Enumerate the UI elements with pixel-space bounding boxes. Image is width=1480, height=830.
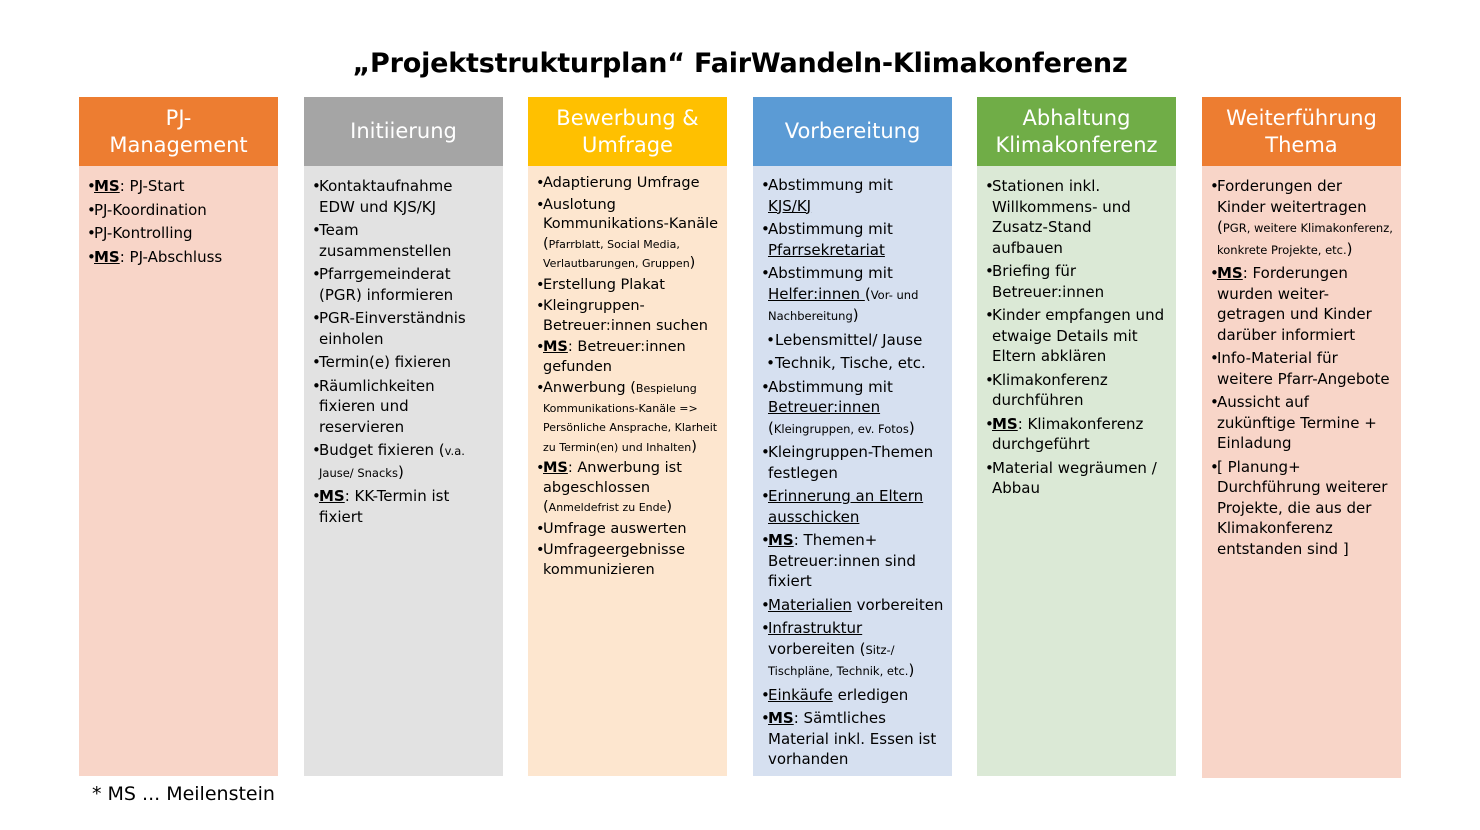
list-item-text [319, 486, 499, 527]
list-item [312, 176, 499, 217]
bullet-icon: • [985, 262, 994, 280]
list-item [985, 176, 1172, 258]
list-item-text [992, 176, 1172, 258]
list-item [761, 618, 948, 682]
bullet-icon: • [536, 380, 545, 396]
list-item [536, 541, 723, 580]
list-item-text [1217, 263, 1397, 345]
text-run: Kontaktaufnahme EDW und KJS/KJ [319, 177, 453, 216]
list-item-text [319, 220, 499, 261]
bullet-icon: • [1210, 349, 1219, 367]
list-item-text [319, 352, 499, 373]
column-header: Abhaltung Klimakonferenz [977, 97, 1176, 166]
list-item-text [543, 459, 723, 518]
text-run: : KK-Termin ist fixiert [319, 487, 450, 526]
list-item [536, 338, 723, 377]
milestone-marker: MS [992, 414, 1018, 433]
text-run: Klimakonferenz durchführen [992, 370, 1108, 409]
list-item [536, 520, 723, 540]
list-item [1210, 263, 1397, 345]
bullet-icon: • [87, 247, 96, 266]
list-item-text [768, 685, 948, 706]
text-run: Einkäufe [768, 685, 833, 704]
text-run: Umfrage auswerten [543, 520, 687, 537]
list-item-text [992, 414, 1172, 455]
bullet-icon: • [761, 595, 770, 614]
list-item [1210, 457, 1397, 560]
list-item [312, 440, 499, 483]
column-body [528, 166, 727, 776]
text-run: Forderungen der Kinder weitertragen ( [1217, 177, 1367, 236]
list-item-text [543, 379, 723, 457]
list-item-text [768, 618, 948, 682]
text-run: Kleingruppen, ev. Fotos [773, 421, 909, 436]
text-run: Adaptierung Umfrage [543, 175, 700, 191]
text-run: PJ-Kontrolling [94, 224, 193, 242]
text-run: Team zusammenstellen [319, 221, 452, 260]
milestone-marker: MS [543, 460, 568, 476]
text-run: Helfer:innen [768, 284, 865, 303]
list-item-text [543, 541, 723, 580]
text-run: : Sämtliches Material inkl. Essen ist vorhanden [768, 709, 937, 768]
list-item [536, 297, 723, 336]
text-run: ) [691, 438, 697, 455]
list-item-text [319, 264, 499, 305]
milestone-marker: MS [319, 487, 345, 505]
list-item [761, 219, 948, 260]
list-item-text [768, 530, 948, 592]
list-item-text [775, 353, 948, 374]
text-run: ) [1346, 239, 1353, 258]
list-item [985, 458, 1172, 499]
milestone-marker: MS [768, 709, 794, 727]
list-item [761, 685, 948, 706]
column-body [753, 166, 952, 776]
list-item [536, 459, 723, 518]
list-item-text [992, 370, 1172, 411]
list-item [1210, 176, 1397, 260]
bullet-icon: • [536, 460, 545, 476]
bullet-icon: • [766, 330, 775, 349]
text-run: Infrastruktur [768, 619, 863, 637]
milestone-marker: MS [1217, 264, 1243, 282]
text-run: Anmeldefrist zu Ende [548, 501, 667, 514]
bullet-icon: • [312, 487, 321, 505]
column-bewerbung-umfrage [528, 97, 727, 776]
bullet-icon: • [536, 276, 545, 293]
bullet-icon: • [536, 339, 545, 355]
list-item-text [992, 458, 1172, 499]
bullet-icon: • [985, 458, 994, 477]
text-run: Technik, Tische, etc. [775, 354, 926, 372]
bullet-icon: • [766, 354, 775, 372]
list-item [985, 414, 1172, 455]
milestone-marker: MS [94, 247, 120, 266]
text-run: Anwerbung ( [543, 380, 636, 396]
list-item-text [1217, 176, 1397, 260]
bullet-icon: • [761, 264, 770, 282]
list-item-text [543, 196, 723, 274]
bullet-icon: • [87, 224, 96, 242]
bullet-icon: • [312, 221, 321, 239]
list-item [312, 220, 499, 261]
column-weiterfuehrung-thema [1202, 97, 1401, 778]
text-run: ) [852, 306, 859, 324]
text-run: Betreuer:innen [768, 398, 881, 416]
text-run: Aussicht auf zukünftige Termine + Einladung [1217, 393, 1377, 452]
text-run: Abstimmung mit [768, 176, 893, 194]
column-abhaltung-klimakonferenz [977, 97, 1176, 776]
bullet-icon: • [1210, 393, 1219, 411]
text-run: Räumlichkeiten fixieren und reservieren [319, 376, 435, 436]
list-item [312, 376, 499, 438]
bullet-icon: • [985, 414, 994, 433]
bullet-icon: • [761, 220, 770, 238]
bullet-icon: • [985, 370, 994, 389]
list-item-text [768, 219, 948, 260]
text-run: Auslotung Kommunikations-Kanäle ( [543, 196, 719, 252]
list-item [985, 370, 1172, 411]
bullet-icon: • [312, 376, 321, 395]
list-item-text [319, 176, 499, 217]
text-run: Pfarrgemeinderat (PGR) informieren [319, 265, 454, 304]
list-item [761, 377, 948, 440]
list-item-text [94, 247, 274, 268]
list-item-text [768, 486, 948, 527]
text-run: Materialien [768, 595, 852, 614]
text-run: : Forderungen wurden weiter- getragen und Kinder darüber informiert [1217, 264, 1372, 344]
text-run: Abstimmung mit [768, 264, 893, 282]
text-run: Kleingruppen-Themen festlegen [768, 443, 934, 482]
list-item-text [543, 297, 723, 336]
list-item-text [543, 520, 723, 540]
text-run: Briefing für Betreuer:innen [992, 262, 1105, 301]
bullet-icon: • [1210, 264, 1219, 282]
bullet-icon: • [761, 619, 770, 637]
sub-list-item [761, 353, 948, 374]
text-run: Stationen inkl. Willkommens- und Zusatz-Stand aufbauen [992, 177, 1131, 257]
column-body [1202, 166, 1401, 778]
column-pj-management [79, 97, 278, 776]
list-item [985, 305, 1172, 367]
list-item-text [319, 376, 499, 438]
list-item [536, 174, 723, 194]
list-item [1210, 348, 1397, 389]
list-item-text [768, 175, 948, 216]
text-run: : Themen+ Betreuer:innen sind fixiert [768, 531, 916, 590]
list-item [87, 200, 274, 221]
text-run: ( [768, 418, 774, 437]
bullet-icon: • [1210, 457, 1219, 476]
column-header: PJ- Management [79, 97, 278, 166]
bullet-icon: • [312, 177, 321, 195]
text-run: ) [666, 499, 673, 515]
column-body [304, 166, 503, 776]
text-run: PGR, weitere Klimakonferenz, konkrete Projekte, etc. [1217, 221, 1393, 257]
text-run: : Klimakonferenz durchgeführt [992, 414, 1144, 453]
text-run: PGR-Einverständnis einholen [319, 309, 466, 348]
list-item [536, 276, 723, 296]
list-item [1210, 392, 1397, 454]
list-item-text [543, 276, 723, 296]
column-initiierung [304, 97, 503, 776]
text-run: Sitz-/ Tischpläne, Technik, etc. [768, 642, 909, 678]
text-run: PJ-Koordination [94, 200, 207, 219]
text-run: Info-Material für weitere Pfarr-Angebote [1217, 349, 1390, 388]
text-run: Pfarrsekretariat [768, 240, 885, 259]
sub-list-item [761, 330, 948, 351]
milestone-marker: MS [768, 531, 794, 549]
bullet-icon: • [761, 443, 770, 461]
list-item-text [775, 330, 948, 351]
bullet-icon: • [536, 175, 545, 191]
text-run: : Betreuer:innen gefunden [543, 339, 686, 375]
list-item [761, 708, 948, 770]
milestone-marker: MS [94, 177, 120, 195]
list-item [312, 308, 499, 349]
list-item [761, 175, 948, 216]
bullet-icon: • [761, 487, 770, 505]
milestone-marker: MS [543, 339, 568, 355]
bullet-icon: • [985, 306, 994, 324]
list-item [761, 486, 948, 527]
text-run: [ Planung+ Durchführung weiterer Projekte, die aus der Klimakonferenz entstanden sind ] [1217, 457, 1388, 558]
text-run: Erinnerung an Eltern ausschicken [768, 487, 924, 526]
text-run: Vor- und Nachbereitung [768, 287, 919, 323]
list-item [985, 261, 1172, 302]
text-run: Kleingruppen- Betreuer:innen suchen [543, 298, 708, 334]
list-item-text [1217, 457, 1397, 560]
text-run: Kinder empfangen und etwaige Details mit Eltern abklären [992, 306, 1165, 365]
bullet-icon: • [312, 265, 321, 283]
text-run: ( [864, 284, 871, 303]
text-run: Termin(e) fixieren [319, 353, 452, 371]
bullet-icon: • [312, 309, 321, 327]
column-vorbereitung [753, 97, 952, 776]
list-item [761, 263, 948, 327]
list-item-text [543, 174, 723, 194]
bullet-icon: • [761, 531, 770, 549]
text-run: Erstellung Plakat [543, 276, 665, 293]
text-run: : PJ-Abschluss [119, 247, 223, 266]
bullet-icon: • [985, 177, 994, 195]
list-item-text [992, 261, 1172, 302]
text-run: ) [689, 255, 696, 271]
list-item-text [768, 263, 948, 327]
list-item [536, 379, 723, 457]
list-item-text [768, 377, 948, 440]
text-run: vorbereiten ( [768, 639, 866, 658]
list-item-text [768, 595, 948, 616]
footnote: * MS ... Meilenstein [92, 783, 275, 805]
text-run: vorbereiten [851, 595, 944, 614]
list-item-text [94, 223, 274, 244]
text-run: : PJ-Start [119, 177, 185, 195]
list-item [312, 352, 499, 373]
list-item-text [768, 442, 948, 483]
text-run: Budget fixieren ( [319, 441, 445, 459]
list-item [536, 196, 723, 274]
list-item [761, 530, 948, 592]
text-run: Pfarrblatt, Social Media, Verlautbarungen, Gruppen [543, 237, 690, 270]
text-run: Umfrageergebnisse kommunizieren [543, 542, 686, 578]
list-item [87, 247, 274, 268]
text-run: erledigen [832, 685, 909, 704]
list-item-text [94, 176, 274, 197]
bullet-icon: • [536, 196, 545, 213]
list-item [761, 442, 948, 483]
text-run: Material wegräumen / Abbau [992, 458, 1157, 497]
bullet-icon: • [761, 685, 770, 704]
bullet-icon: • [536, 542, 545, 558]
bullet-icon: • [87, 200, 96, 219]
list-item-text [319, 308, 499, 349]
text-run: ) [397, 462, 404, 481]
bullet-icon: • [312, 441, 321, 459]
list-item-text [543, 338, 723, 377]
text-run: v.a. Jause/ Snacks [319, 444, 465, 480]
list-item-text [992, 305, 1172, 367]
list-item-text [1217, 392, 1397, 454]
list-item-text [319, 440, 499, 483]
text-run: Abstimmung mit [768, 377, 893, 396]
bullet-icon: • [1210, 177, 1219, 195]
text-run: KJS/KJ [768, 196, 812, 215]
page-title: „Projektstrukturplan“ FairWandeln-Klimakonferenz [352, 48, 1128, 79]
list-item [761, 595, 948, 616]
list-item-text [768, 708, 948, 770]
bullet-icon: • [761, 709, 770, 727]
column-body [977, 166, 1176, 776]
text-run: ) [908, 418, 915, 437]
text-run: ) [908, 661, 915, 679]
bullet-icon: • [87, 177, 96, 195]
column-body [79, 166, 278, 776]
text-run: Abstimmung mit [768, 220, 893, 238]
text-run: : Anwerbung ist abgeschlossen ( [543, 460, 682, 515]
bullet-icon: • [761, 176, 770, 194]
list-item [312, 264, 499, 305]
bullet-icon: • [536, 520, 545, 537]
column-header: Initiierung [304, 97, 503, 166]
column-header: Vorbereitung [753, 97, 952, 166]
bullet-icon: • [536, 298, 545, 314]
bullet-icon: • [312, 353, 321, 371]
list-item [312, 486, 499, 527]
list-item-text [94, 200, 274, 221]
column-header: Weiterführung Thema [1202, 97, 1401, 166]
list-item-text [1217, 348, 1397, 389]
list-item [87, 223, 274, 244]
column-header: Bewerbung & Umfrage [528, 97, 727, 166]
list-item [87, 176, 274, 197]
text-run: Lebensmittel/ Jause [775, 330, 923, 349]
text-run: Bespielung Kommunikations-Kanäle => Persönliche Ansprache, Klarheit zu Termin(en) und Inhalten [543, 382, 718, 454]
bullet-icon: • [761, 377, 770, 396]
